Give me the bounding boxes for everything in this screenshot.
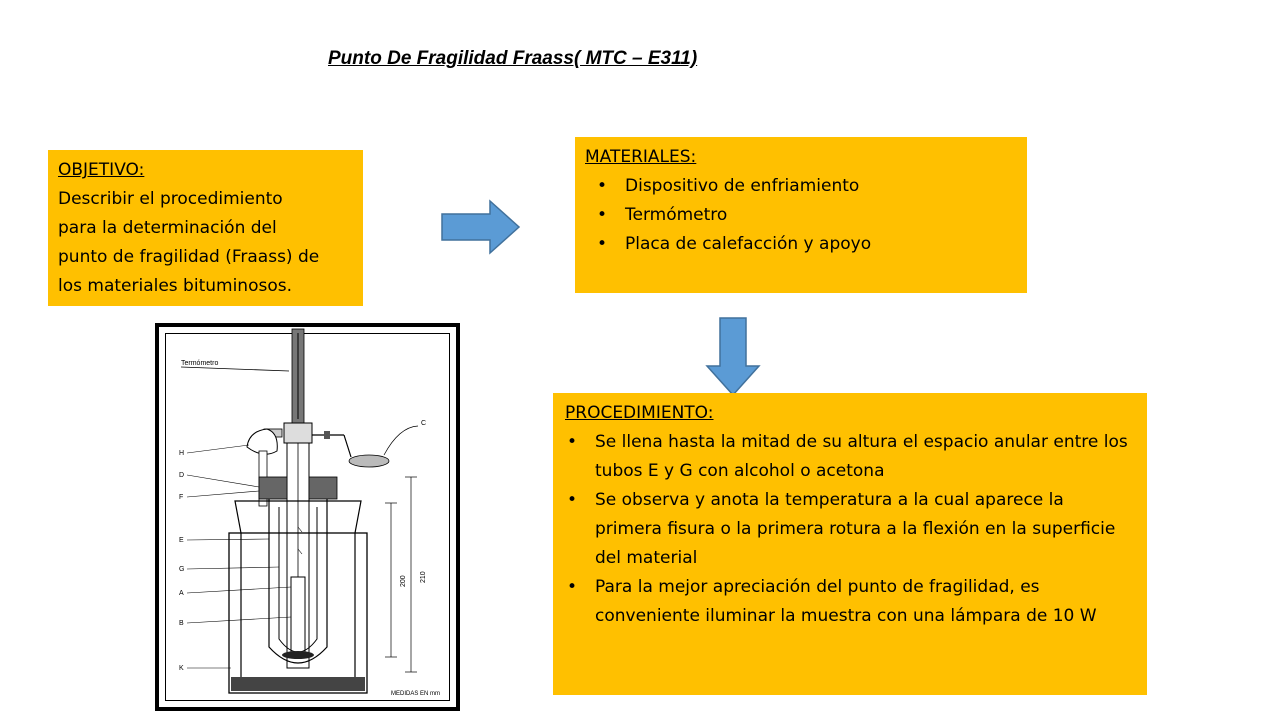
procedimiento-box bbox=[553, 393, 1147, 695]
label-h: H bbox=[179, 450, 185, 457]
label-a: A bbox=[179, 590, 184, 597]
page-title: Punto De Fragilidad Fraass( MTC – E311) bbox=[328, 48, 698, 69]
label-c: C bbox=[421, 420, 427, 427]
materiales-heading: MATERIALES: bbox=[585, 147, 697, 167]
objetivo-line: para la determinación del bbox=[58, 218, 277, 238]
dimension-210: 210 bbox=[420, 571, 427, 583]
fraass-apparatus-figure bbox=[155, 323, 460, 711]
arrow-right-icon bbox=[440, 199, 522, 255]
procedimiento-list bbox=[565, 428, 1135, 631]
procedimiento-heading: PROCEDIMIENTO: bbox=[565, 403, 714, 423]
materiales-item: • Dispositivo de enfriamiento bbox=[625, 172, 1017, 201]
label-k: K bbox=[179, 665, 184, 672]
label-b: B bbox=[179, 620, 184, 627]
objetivo-line: punto de fragilidad (Fraass) de bbox=[58, 247, 320, 267]
figure-caption: MEDIDAS EN mm bbox=[391, 691, 441, 697]
apparatus-drawing bbox=[159, 327, 456, 707]
label-e: E bbox=[179, 537, 184, 544]
materiales-box bbox=[575, 137, 1027, 293]
objetivo-line: Describir el procedimiento bbox=[58, 189, 283, 209]
objetivo-box bbox=[48, 150, 363, 306]
label-g: G bbox=[179, 566, 185, 573]
objetivo-heading: OBJETIVO: bbox=[58, 160, 145, 180]
procedimiento-item: • Se llena hasta la mitad de su altura el espacio anular entre los tubos E y G con alcohol o acetona bbox=[595, 428, 1135, 486]
label-f: F bbox=[179, 494, 184, 501]
thermometer-label: Termómetro bbox=[181, 360, 219, 367]
materiales-item: • Termómetro bbox=[625, 201, 1017, 230]
dimension-200: 200 bbox=[400, 575, 407, 587]
procedimiento-item: • Se observa y anota la temperatura a la cual aparece la primera fisura o la primera rotura a la flexión en la superficie del material bbox=[595, 486, 1135, 573]
arrow-down-icon bbox=[705, 316, 761, 398]
label-d: D bbox=[179, 472, 185, 479]
procedimiento-item: • Para la mejor apreciación del punto de fragilidad, es conveniente iluminar la muestra con una lámpara de 10 W bbox=[595, 573, 1135, 631]
materiales-list bbox=[585, 172, 1017, 259]
materiales-item: • Placa de calefacción y apoyo bbox=[625, 230, 1017, 259]
objetivo-line: los materiales bituminosos. bbox=[58, 276, 292, 296]
